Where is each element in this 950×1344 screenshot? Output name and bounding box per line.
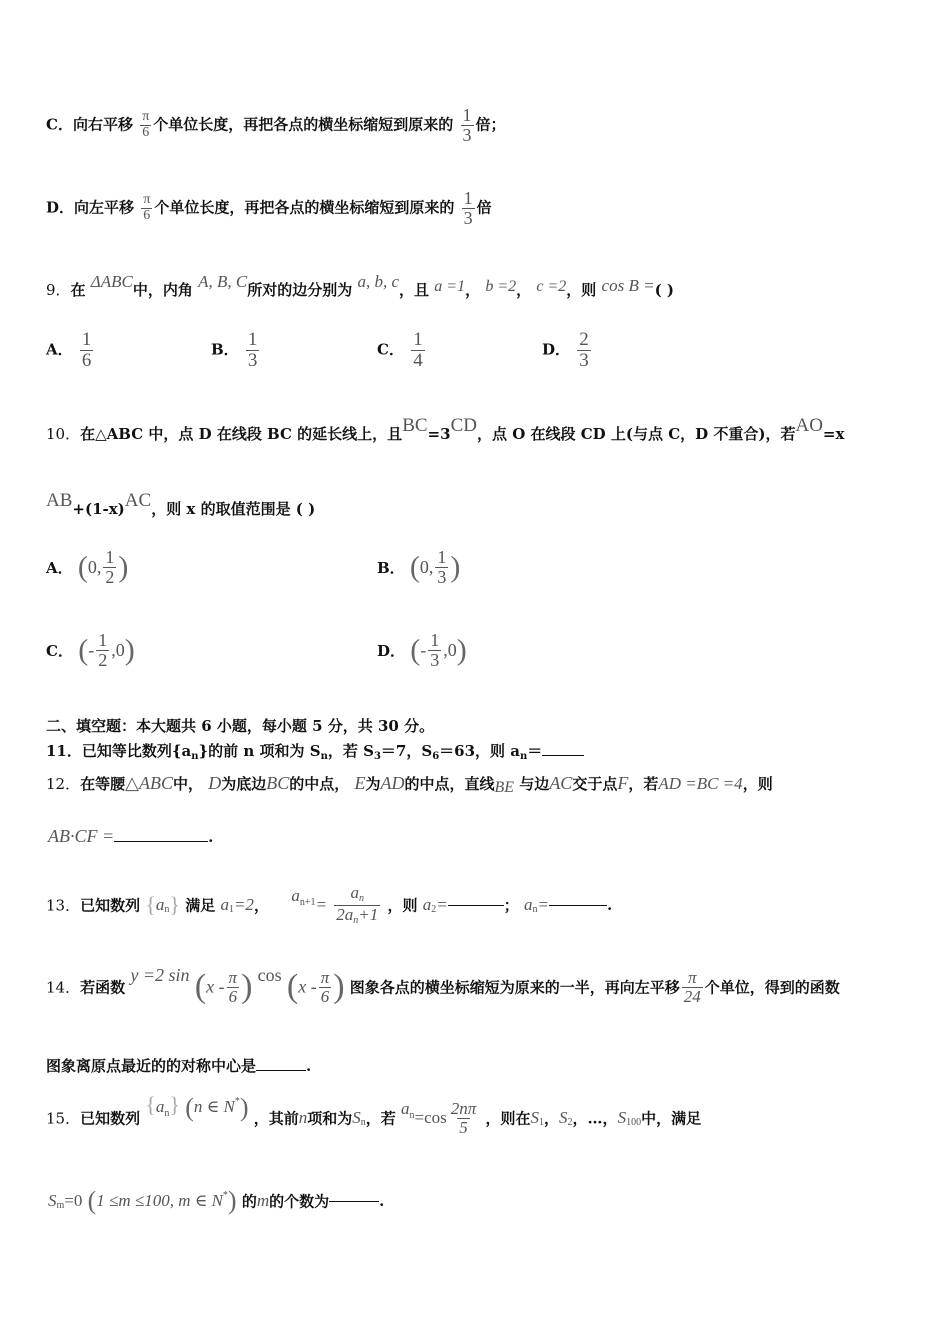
frac-num: 1	[430, 630, 440, 650]
frac-den: 4	[413, 349, 423, 371]
interval-right: ,0	[443, 639, 457, 660]
right-paren-icon: )	[239, 1093, 249, 1122]
text: 图象各点的横坐标缩短为原来的一半，再向左平移	[349, 978, 680, 997]
frac-num: 1	[437, 547, 447, 567]
math-a: a	[155, 1097, 165, 1116]
question-10-line1	[46, 415, 844, 444]
frac-den: 6	[320, 986, 330, 1006]
fraction	[577, 330, 591, 371]
text: .	[306, 1057, 312, 1075]
math-bc: BC	[266, 773, 290, 793]
math-an: a	[523, 895, 533, 914]
question-11	[46, 740, 584, 762]
fraction	[411, 330, 425, 371]
text: ＝7，S	[380, 742, 433, 760]
option-text: 向右平移	[72, 115, 133, 134]
q8-option-d	[46, 189, 492, 228]
question-14-line2	[46, 1055, 311, 1076]
interval-left: 0,	[87, 556, 102, 577]
text: 个单位，得到的函数	[704, 978, 840, 997]
question-12-line2	[48, 826, 213, 847]
math-a: a	[155, 895, 165, 914]
text: =3	[427, 425, 451, 443]
question-13	[46, 884, 612, 926]
question-number: 12．	[46, 775, 81, 793]
text: 的中点，直线	[404, 775, 495, 793]
text: 已知数列	[80, 896, 141, 915]
text: =x	[822, 425, 845, 443]
math-equals: =	[436, 895, 448, 914]
text: 11．已知等比数列{a	[46, 742, 192, 760]
option-label: D．	[46, 198, 75, 217]
subscript: 1	[228, 904, 234, 915]
text: 已知数列	[80, 1109, 141, 1128]
right-brace-icon: }	[169, 892, 180, 917]
option-label: D．	[377, 641, 406, 660]
question-number: 14．	[46, 978, 81, 997]
q9-option-c[interactable]	[377, 330, 427, 371]
fraction	[435, 548, 448, 587]
text: ，	[516, 281, 532, 299]
left-paren-icon: (	[409, 550, 420, 584]
subscript: n	[359, 893, 365, 904]
frac-num: 1	[105, 547, 115, 567]
interval-left: -	[88, 639, 95, 660]
frac-den: 2a	[336, 904, 354, 924]
text: ＝63，则 a	[439, 742, 520, 760]
text: 与边	[519, 775, 550, 793]
math-a1-value: =2	[233, 895, 254, 914]
subscript: 100	[626, 1117, 642, 1128]
math-equals: =	[315, 895, 328, 914]
fraction	[80, 330, 94, 371]
option-label: B．	[211, 340, 239, 359]
math-triangle: ΔABC	[90, 272, 133, 291]
question-number: 10．	[46, 425, 81, 443]
text: ，若	[628, 775, 659, 793]
math-n: n	[298, 1108, 308, 1127]
vector-ab: AB	[46, 490, 73, 511]
option-text: 向左平移	[74, 198, 135, 217]
math-s2: S	[559, 1108, 568, 1127]
text: ，	[544, 1109, 560, 1128]
fraction	[246, 330, 260, 371]
left-brace-icon: {	[145, 892, 156, 917]
fraction-pi-6	[319, 969, 332, 1006]
right-paren-icon: )	[456, 633, 467, 667]
text: 的中点，	[289, 775, 350, 793]
text: ，点 O 在线段 CD 上(与点 C，D 不重合)，若	[476, 425, 796, 443]
left-brace-icon: {	[145, 1092, 156, 1117]
math-triangle: △ABC	[125, 773, 173, 793]
frac-num: a	[350, 883, 360, 902]
math-cosB: cos B =	[601, 276, 655, 295]
answer-blank[interactable]	[542, 755, 584, 756]
vector-ac: AC	[124, 490, 152, 511]
answer-blank[interactable]	[329, 1201, 379, 1202]
superscript: *	[234, 1096, 240, 1107]
subscript: m	[56, 1200, 65, 1211]
question-15-line1	[46, 1092, 701, 1136]
text: 为底边	[221, 775, 267, 793]
frac-den-tail: +1	[358, 904, 379, 924]
left-paren-icon: (	[194, 968, 207, 1005]
right-paren-icon: )	[227, 1186, 237, 1215]
left-paren-icon: (	[410, 633, 421, 667]
fraction-1-3	[461, 106, 474, 145]
subscript: n	[532, 904, 538, 915]
fraction-pi-24	[682, 969, 703, 1006]
vector-cd: CD	[450, 415, 477, 436]
text: 图象离原点最近的的对称中心是	[46, 1057, 257, 1075]
fraction-pi-6	[140, 110, 151, 140]
text: .	[606, 896, 613, 914]
subscript: 2	[567, 1117, 573, 1128]
text: +(1-x)	[72, 500, 125, 518]
text: 中，内角	[132, 281, 193, 299]
vector-bc: BC	[402, 415, 428, 436]
frac-den: 2	[105, 566, 115, 587]
right-paren-icon: )	[124, 633, 135, 667]
math-cond-b: b =2	[485, 278, 517, 295]
math-dot-product: AB·CF =	[48, 826, 115, 846]
frac-den: 3	[579, 349, 589, 371]
subscript: n	[320, 751, 328, 762]
text: ，若 S	[327, 742, 374, 760]
subscript: n	[409, 1110, 415, 1121]
text: ，则	[742, 775, 773, 793]
frac-num: 1	[463, 188, 473, 208]
frac-den: 2	[98, 649, 108, 670]
option-label: A．	[46, 558, 73, 577]
subscript: n+1	[299, 897, 316, 908]
text: 的个数为	[269, 1192, 330, 1211]
math-an: a	[401, 1099, 410, 1118]
text: 在△ABC 中，点 D 在线段 BC 的延长线上，且	[80, 425, 403, 443]
text: 为	[365, 775, 381, 793]
frac-num: π	[688, 967, 697, 987]
fraction	[428, 631, 441, 670]
text: 若函数	[80, 978, 126, 997]
subscript: n	[519, 751, 528, 762]
math-a2: a	[422, 895, 432, 914]
math-sides: a, b, c	[357, 272, 400, 291]
math-f: F	[617, 773, 629, 793]
answer-blank-an[interactable]	[549, 905, 607, 906]
frac-den: 6	[142, 124, 150, 140]
frac-den: 5	[459, 1117, 468, 1137]
option-text: 个单位长度，再把各点的横坐标缩短到原来的	[153, 115, 454, 134]
math-ac: AC	[549, 773, 573, 793]
answer-parens: ( )	[654, 281, 674, 299]
frac-den: 3	[437, 566, 447, 587]
math-d: D	[208, 773, 222, 793]
option-label: A．	[46, 340, 73, 359]
math-x-minus: x -	[206, 976, 225, 997]
text: 在	[70, 281, 86, 299]
math-e: E	[354, 773, 366, 793]
fraction-pi-6	[141, 193, 152, 223]
math-sm: S	[48, 1191, 57, 1210]
text: }的前 n 项和为 S	[198, 742, 321, 760]
interval-left: -	[420, 639, 427, 660]
frac-num: 1	[247, 329, 258, 350]
text: ，其前	[253, 1109, 299, 1128]
text: ，则 x 的取值范围是 ( )	[151, 500, 316, 518]
left-paren-icon: (	[77, 550, 88, 584]
text: 在等腰	[80, 775, 126, 793]
q9-option-d[interactable]	[542, 330, 593, 371]
question-15-line2	[48, 1186, 384, 1216]
math-m: m	[256, 1191, 270, 1210]
math-function: y =2 sin	[130, 965, 190, 985]
subscript: n	[191, 751, 199, 762]
math-condition: AD =BC =4	[658, 774, 743, 793]
option-label: C．	[46, 641, 73, 660]
frac-den: 6	[228, 986, 238, 1006]
frac-num: 1	[462, 105, 472, 125]
math-a-n-plus-1: a	[291, 886, 300, 905]
math-cond-c: c =2	[536, 278, 567, 295]
right-paren-icon: )	[241, 968, 253, 1005]
option-text: 个单位长度，再把各点的横坐标缩短到原来的	[154, 198, 455, 217]
math-cos: cos	[257, 965, 282, 985]
q10-option-b[interactable]	[377, 548, 460, 587]
subscript: 6	[432, 751, 440, 762]
fraction-pi-6	[227, 969, 240, 1006]
answer-blank[interactable]	[256, 1070, 306, 1071]
frac-den: 6	[143, 207, 151, 223]
right-paren-icon: )	[118, 550, 129, 584]
text: ，则	[387, 896, 418, 915]
frac-num: π	[228, 967, 238, 987]
question-9	[46, 272, 674, 300]
frac-den: 3	[247, 349, 258, 371]
frac-den: 24	[683, 986, 701, 1006]
math-equals: =	[537, 895, 549, 914]
question-number: 13．	[46, 896, 81, 915]
right-paren-icon: )	[450, 550, 461, 584]
frac-num: π	[320, 967, 330, 987]
q9-option-a[interactable]	[46, 330, 95, 371]
question-14-line1	[46, 965, 840, 1006]
interval-left: 0,	[419, 556, 434, 577]
left-paren-icon: (	[87, 1186, 97, 1215]
math-condition: n ∈ N	[193, 1097, 235, 1116]
math-be: BE	[494, 779, 515, 796]
text: ＝	[527, 742, 543, 760]
math-ad: AD	[380, 773, 405, 793]
option-text: 倍	[476, 198, 492, 217]
text: 交于点	[572, 775, 618, 793]
text: ；	[503, 896, 519, 915]
math-angles: A, B, C	[198, 272, 248, 291]
recurrence-fraction	[334, 884, 380, 926]
interval-right: ,0	[111, 639, 125, 660]
left-paren-icon: (	[78, 633, 89, 667]
right-brace-icon: }	[169, 1092, 180, 1117]
text: ，若	[365, 1109, 396, 1128]
frac-num: 2	[579, 329, 589, 350]
text: .	[208, 828, 214, 846]
left-paren-icon: (	[286, 968, 299, 1005]
subscript: 1	[539, 1117, 545, 1128]
text: ，则	[566, 281, 597, 299]
text: 所对的边分别为	[247, 281, 353, 299]
subscript: 3	[373, 751, 381, 762]
question-12-line1	[46, 773, 773, 797]
vector-ao: AO	[795, 415, 823, 436]
q9-option-b[interactable]	[211, 330, 261, 371]
superscript: *	[222, 1190, 228, 1201]
text: 项和为	[307, 1109, 353, 1128]
option-text: 倍；	[475, 115, 506, 134]
math-cos: =cos	[414, 1108, 447, 1127]
subscript: 2	[431, 904, 437, 915]
math-a1: a	[220, 895, 229, 914]
fraction-1-3	[462, 189, 475, 228]
frac-den: 3	[463, 207, 473, 228]
subscript: n	[164, 904, 170, 915]
question-10-line2	[46, 490, 315, 519]
option-label: B．	[377, 558, 405, 577]
math-s1: S	[530, 1108, 540, 1127]
text: 中，	[172, 775, 203, 793]
text: ，且	[399, 281, 430, 299]
option-label: C．	[377, 340, 404, 359]
answer-blank[interactable]	[114, 841, 208, 842]
option-label: C．	[46, 115, 73, 134]
text: ，则在	[485, 1109, 531, 1128]
text: 的	[241, 1192, 257, 1211]
math-range: 1 ≤m ≤100, m ∈ N	[96, 1191, 223, 1210]
text: 中，满足	[641, 1109, 702, 1128]
q10-option-d[interactable]	[377, 631, 467, 670]
answer-blank-a2[interactable]	[448, 905, 504, 906]
fraction-2npi-5	[449, 1100, 479, 1137]
fraction	[96, 631, 109, 670]
option-label: D．	[542, 340, 571, 359]
math-s100: S	[617, 1108, 627, 1127]
math-sn: S	[352, 1108, 361, 1127]
text: .	[379, 1192, 385, 1210]
fraction	[103, 548, 116, 587]
math-cond-a: a =1	[434, 278, 466, 295]
q10-option-a[interactable]	[46, 548, 128, 587]
frac-den: 6	[81, 349, 92, 371]
text: ，…，	[572, 1109, 618, 1128]
frac-num: 1	[413, 329, 423, 350]
frac-den: 3	[462, 124, 472, 145]
text: 满足	[185, 896, 216, 915]
left-paren-icon: (	[185, 1093, 194, 1122]
text: ，	[465, 281, 481, 299]
right-paren-icon: )	[333, 968, 345, 1005]
frac-num: π	[143, 192, 151, 208]
frac-den: 3	[430, 649, 440, 670]
q10-option-c[interactable]	[46, 631, 135, 670]
question-number: 15．	[46, 1109, 81, 1128]
subscript: n	[164, 1108, 170, 1119]
q8-option-c	[46, 106, 506, 145]
section-2-heading: 二、填空题：本大题共 6 小题，每小题 5 分，共 30 分。	[46, 717, 435, 735]
frac-num: 1	[98, 630, 108, 650]
math-equals-zero: =0	[64, 1191, 83, 1210]
frac-num: 1	[81, 329, 92, 350]
subscript: n	[360, 1117, 366, 1128]
text: ，	[253, 896, 269, 915]
math-x-minus: x -	[298, 976, 317, 997]
frac-num: 2nπ	[450, 1098, 477, 1118]
frac-num: π	[142, 109, 150, 125]
question-number: 9．	[46, 281, 71, 299]
subscript: n	[353, 914, 359, 926]
